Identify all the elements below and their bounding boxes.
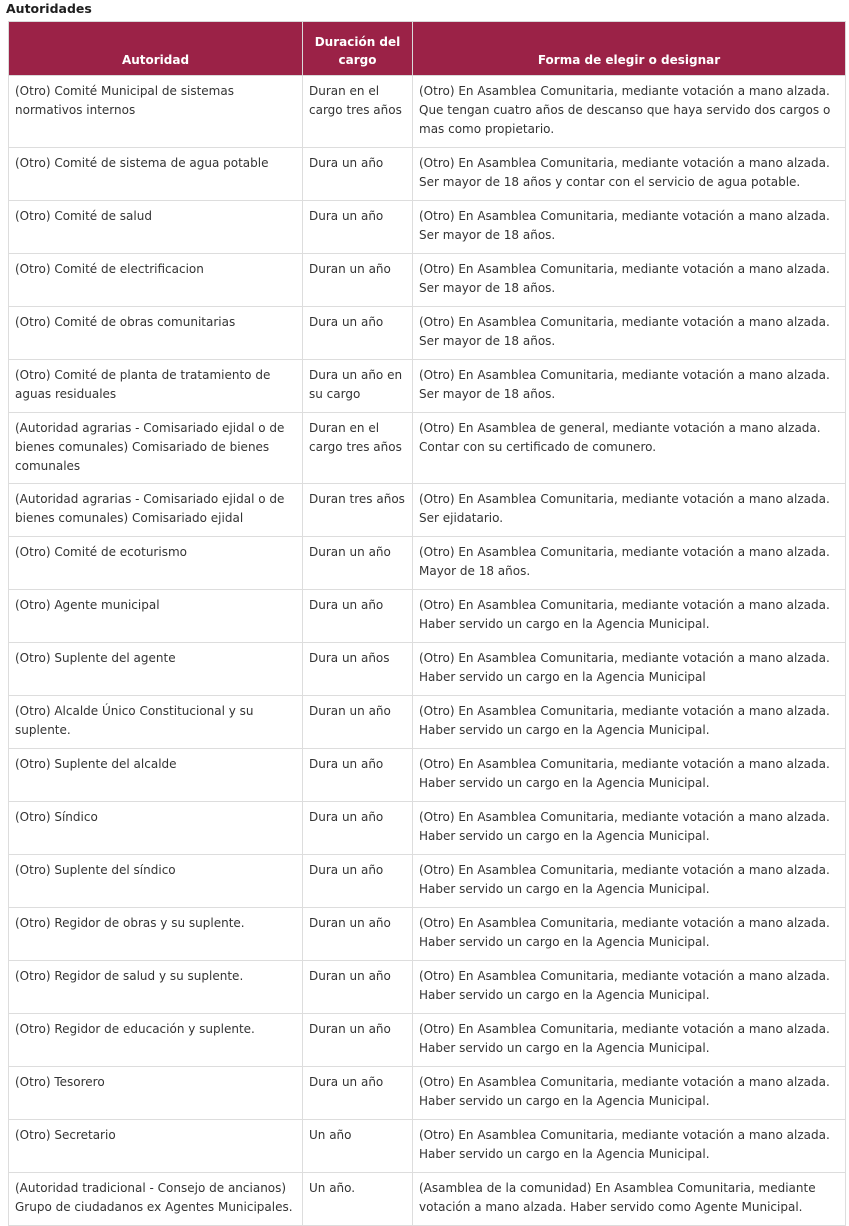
cell-duracion: Duran en el cargo tres años: [303, 412, 413, 484]
cell-forma: (Otro) En Asamblea Comunitaria, mediante votación a mano alzada. Ser mayor de 18 años.: [413, 200, 846, 253]
table-row: [9, 802, 846, 855]
cell-autoridad: (Otro) Suplente del alcalde: [9, 749, 303, 802]
cell-forma: (Otro) En Asamblea Comunitaria, mediante votación a mano alzada. Haber servido un cargo en la Agencia Municipal.: [413, 1067, 846, 1120]
cell-autoridad: (Otro) Comité de planta de tratamiento de aguas residuales: [9, 359, 303, 412]
cell-forma: (Otro) En Asamblea Comunitaria, mediante votación a mano alzada. Haber servido un cargo en la Agencia Municipal.: [413, 590, 846, 643]
cell-autoridad: (Otro) Regidor de salud y su suplente.: [9, 961, 303, 1014]
cell-autoridad: (Otro) Regidor de obras y su suplente.: [9, 908, 303, 961]
column-header-forma: Forma de elegir o designar: [413, 22, 846, 76]
cell-autoridad: (Otro) Comité de sistema de agua potable: [9, 147, 303, 200]
cell-duracion: Duran en el cargo tres años: [303, 76, 413, 148]
table-row: [9, 961, 846, 1014]
cell-duracion: Dura un año: [303, 200, 413, 253]
table-row: [9, 359, 846, 412]
cell-forma: (Otro) En Asamblea Comunitaria, mediante votación a mano alzada. Ser mayor de 18 años.: [413, 359, 846, 412]
cell-duracion: Duran un año: [303, 908, 413, 961]
cell-forma: (Otro) En Asamblea Comunitaria, mediante votación a mano alzada. Que tengan cuatro años de descanso que haya servido dos cargos o mas como propietario.: [413, 76, 846, 148]
table-row: [9, 590, 846, 643]
cell-forma: (Otro) En Asamblea Comunitaria, mediante votación a mano alzada. Haber servido un cargo en la Agencia Municipal.: [413, 696, 846, 749]
table-row: [9, 200, 846, 253]
cell-autoridad: (Otro) Tesorero: [9, 1067, 303, 1120]
table-row: [9, 253, 846, 306]
cell-autoridad: (Otro) Comité Municipal de sistemas normativos internos: [9, 76, 303, 148]
table-row: [9, 1120, 846, 1173]
table-body: [9, 76, 846, 1226]
cell-forma: (Otro) En Asamblea Comunitaria, mediante votación a mano alzada. Haber servido un cargo en la Agencia Municipal.: [413, 908, 846, 961]
cell-duracion: Duran un año: [303, 696, 413, 749]
table-row: [9, 484, 846, 537]
cell-duracion: Duran un año: [303, 537, 413, 590]
cell-forma: (Otro) En Asamblea Comunitaria, mediante votación a mano alzada. Haber servido un cargo en la Agencia Municipal.: [413, 802, 846, 855]
cell-duracion: Dura un año en su cargo: [303, 359, 413, 412]
column-header-autoridad: Autoridad: [9, 22, 303, 76]
cell-forma: (Otro) En Asamblea Comunitaria, mediante votación a mano alzada. Ser mayor de 18 años.: [413, 253, 846, 306]
cell-duracion: Dura un año: [303, 147, 413, 200]
cell-forma: (Otro) En Asamblea Comunitaria, mediante votación a mano alzada. Ser mayor de 18 años y contar con el servicio de agua potable.: [413, 147, 846, 200]
cell-duracion: Un año.: [303, 1173, 413, 1226]
table-caption: Autoridades: [6, 1, 92, 16]
table-row: [9, 76, 846, 148]
cell-autoridad: (Autoridad agrarias - Comisariado ejidal o de bienes comunales) Comisariado de bienes comunales: [9, 412, 303, 484]
table-row: [9, 1014, 846, 1067]
cell-autoridad: (Otro) Regidor de educación y suplente.: [9, 1014, 303, 1067]
cell-autoridad: (Otro) Comité de electrificacion: [9, 253, 303, 306]
cell-duracion: Duran un año: [303, 253, 413, 306]
cell-autoridad: (Autoridad agrarias - Comisariado ejidal o de bienes comunales) Comisariado ejidal: [9, 484, 303, 537]
table-row: [9, 147, 846, 200]
cell-forma: (Otro) En Asamblea Comunitaria, mediante votación a mano alzada. Haber servido un cargo en la Agencia Municipal.: [413, 961, 846, 1014]
cell-duracion: Un año: [303, 1120, 413, 1173]
cell-autoridad: (Otro) Agente municipal: [9, 590, 303, 643]
table-header-row: [9, 22, 846, 76]
autoridades-table: [8, 21, 846, 1226]
cell-autoridad: (Otro) Comité de ecoturismo: [9, 537, 303, 590]
cell-duracion: Dura un año: [303, 855, 413, 908]
table-row: [9, 537, 846, 590]
cell-autoridad: (Otro) Comité de obras comunitarias: [9, 306, 303, 359]
cell-duracion: Dura un año: [303, 306, 413, 359]
cell-autoridad: (Otro) Secretario: [9, 1120, 303, 1173]
cell-duracion: Duran un año: [303, 1014, 413, 1067]
cell-autoridad: (Otro) Suplente del síndico: [9, 855, 303, 908]
cell-forma: (Otro) En Asamblea Comunitaria, mediante votación a mano alzada. Haber servido un cargo en la Agencia Municipal: [413, 643, 846, 696]
cell-duracion: Dura un año: [303, 802, 413, 855]
table-row: [9, 643, 846, 696]
cell-autoridad: (Otro) Alcalde Único Constitucional y su suplente.: [9, 696, 303, 749]
table-row: [9, 749, 846, 802]
cell-forma: (Otro) En Asamblea Comunitaria, mediante votación a mano alzada. Ser ejidatario.: [413, 484, 846, 537]
cell-autoridad: (Otro) Comité de salud: [9, 200, 303, 253]
cell-autoridad: (Autoridad tradicional - Consejo de ancianos) Grupo de ciudadanos ex Agentes Municipales.: [9, 1173, 303, 1226]
cell-autoridad: (Otro) Suplente del agente: [9, 643, 303, 696]
table-row: [9, 306, 846, 359]
table-row: [9, 855, 846, 908]
cell-forma: (Otro) En Asamblea Comunitaria, mediante votación a mano alzada. Haber servido un cargo en la Agencia Municipal.: [413, 855, 846, 908]
cell-forma: (Otro) En Asamblea Comunitaria, mediante votación a mano alzada. Mayor de 18 años.: [413, 537, 846, 590]
cell-duracion: Dura un años: [303, 643, 413, 696]
table-row: [9, 696, 846, 749]
cell-autoridad: (Otro) Síndico: [9, 802, 303, 855]
cell-forma: (Otro) En Asamblea Comunitaria, mediante votación a mano alzada. Ser mayor de 18 años.: [413, 306, 846, 359]
cell-duracion: Dura un año: [303, 1067, 413, 1120]
cell-forma: (Otro) En Asamblea Comunitaria, mediante votación a mano alzada. Haber servido un cargo en la Agencia Municipal.: [413, 1014, 846, 1067]
cell-forma: (Asamblea de la comunidad) En Asamblea Comunitaria, mediante votación a mano alzada. Haber servido como Agente Municipal.: [413, 1173, 846, 1226]
table-row: [9, 412, 846, 484]
table-row: [9, 1067, 846, 1120]
column-header-duracion: Duración del cargo: [303, 22, 413, 76]
cell-duracion: Duran tres años: [303, 484, 413, 537]
cell-duracion: Dura un año: [303, 590, 413, 643]
cell-forma: (Otro) En Asamblea Comunitaria, mediante votación a mano alzada. Haber servido un cargo en la Agencia Municipal.: [413, 1120, 846, 1173]
cell-forma: (Otro) En Asamblea Comunitaria, mediante votación a mano alzada. Haber servido un cargo en la Agencia Municipal.: [413, 749, 846, 802]
cell-duracion: Dura un año: [303, 749, 413, 802]
table-row: [9, 1173, 846, 1226]
cell-forma: (Otro) En Asamblea de general, mediante votación a mano alzada. Contar con su certificado de comunero.: [413, 412, 846, 484]
cell-duracion: Duran un año: [303, 961, 413, 1014]
table-row: [9, 908, 846, 961]
